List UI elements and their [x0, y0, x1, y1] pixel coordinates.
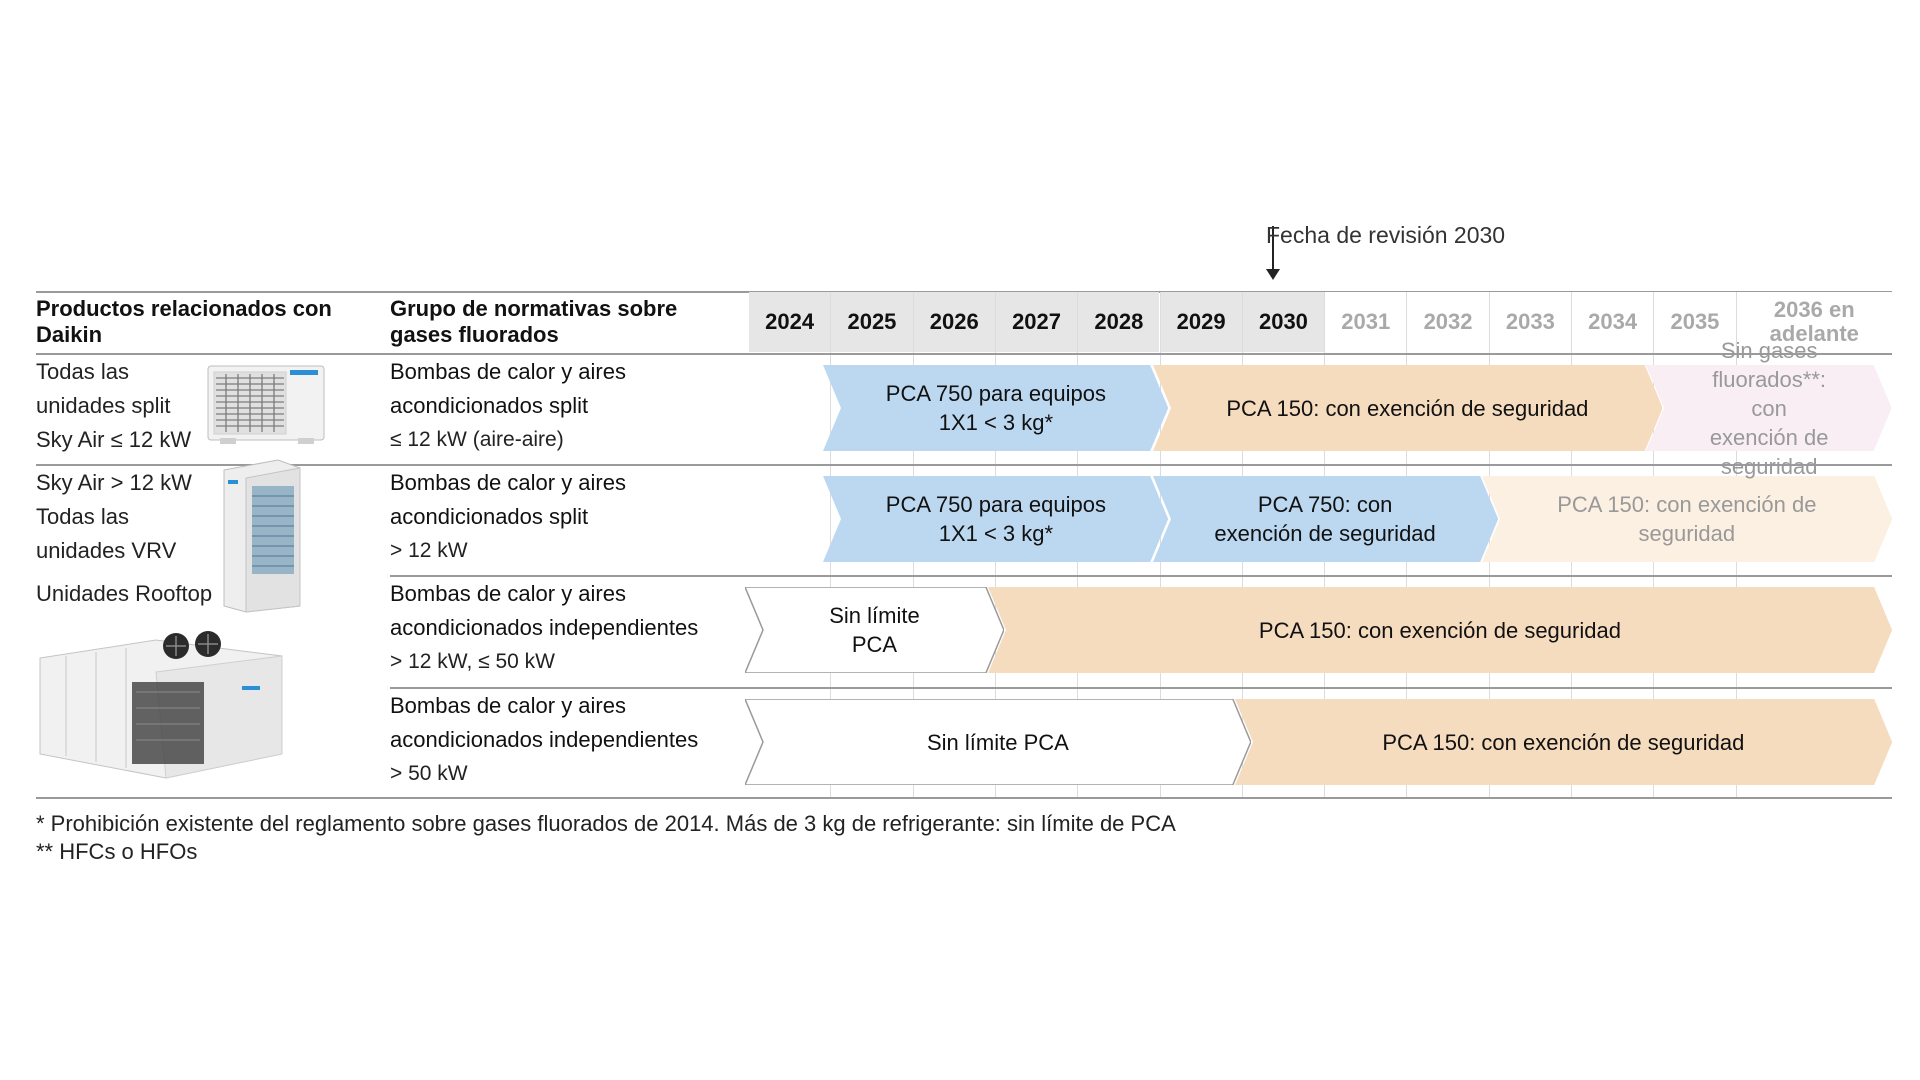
regulation-group-group-line2: acondicionados split — [390, 504, 589, 529]
product-split-small: Todas las unidades split Sky Air ≤ 12 kW — [36, 359, 192, 452]
timeline-bar-label: PCA 750 para equipos 1X1 < 3 kg* — [885, 381, 1106, 435]
timeline-bar-label: PCA 750 para equipos 1X1 < 3 kg* — [885, 492, 1106, 546]
year-2035: 2035 — [1654, 292, 1735, 352]
year-2034: 2034 — [1572, 292, 1653, 352]
year-2028: 2028 — [1078, 292, 1159, 352]
timeline-bar — [1153, 365, 1663, 451]
timeline-bar-label: PCA 150: con exención de seguridad — [1557, 492, 1817, 546]
rooftop-unit-image — [36, 628, 286, 780]
regulation-group-group-line2: acondicionados independientes — [390, 727, 699, 752]
timeline-bar — [1482, 476, 1892, 562]
footnote-2: ** HFCs o HFOs — [36, 839, 198, 864]
timeline-bar — [1646, 337, 1892, 479]
review-date-label: Fecha de revisión 2030 — [1266, 222, 1506, 248]
timeline-bar-label: PCA 150: con exención de seguridad — [1258, 617, 1621, 643]
regulation-group-group-line1: Bombas de calor y aires — [390, 470, 626, 495]
product-rooftop: Unidades Rooftop — [36, 581, 213, 606]
regulation-group-group-sub: > 50 kW — [390, 762, 468, 785]
regulation-group-group-sub: > 12 kW, ≤ 50 kW — [390, 650, 555, 673]
year-2026: 2026 — [914, 292, 995, 352]
regulation-group-group-line1: Bombas de calor y aires — [390, 693, 626, 718]
vrv-outdoor-unit-image — [216, 456, 306, 614]
regulation-group-4 — [390, 689, 698, 791]
year-2032: 2032 — [1407, 292, 1488, 352]
footnote-1: * Prohibición existente del reglamento sobre gases fluorados de 2014. Más de 3 kg de refrigerante: sin límite de PCA — [36, 811, 1176, 836]
product-split-large: Sky Air > 12 kW Todas las unidades VRV — [36, 470, 192, 563]
year-2036-onward: 2036 en adelante — [1737, 292, 1892, 352]
regulation-group-group-sub: ≤ 12 kW (aire-aire) — [390, 428, 564, 451]
row-rule-bottom — [36, 797, 1892, 799]
group-column-header: Grupo de normativas sobre gases fluorados — [390, 296, 678, 347]
split-outdoor-unit-image — [206, 362, 330, 446]
year-2030: 2030 — [1243, 292, 1324, 352]
timeline-bar — [823, 476, 1168, 562]
timeline-bar — [1153, 476, 1498, 562]
year-2024: 2024 — [749, 292, 830, 352]
timeline-bar-label: Sin gases fluorados**: con exención de seguridad — [1709, 337, 1829, 479]
regulation-group-group-line1: Bombas de calor y aires — [390, 359, 626, 384]
timeline-bar-label: PCA 750: con exención de seguridad — [1214, 492, 1436, 546]
year-2033: 2033 — [1490, 292, 1571, 352]
timeline-bar-label: Sin límite PCA — [829, 603, 920, 657]
year-2031: 2031 — [1325, 292, 1406, 352]
timeline-bar — [988, 587, 1892, 673]
regulation-group-group-line2: acondicionados independientes — [390, 615, 699, 640]
timeline-bar — [1235, 699, 1892, 785]
timeline-bar — [745, 587, 1004, 673]
year-2025: 2025 — [831, 292, 912, 352]
timeline-bar — [823, 365, 1168, 451]
year-2027: 2027 — [996, 292, 1077, 352]
year-2029: 2029 — [1161, 292, 1242, 352]
regulation-group-2 — [390, 466, 626, 568]
regulation-group-group-sub: > 12 kW — [390, 539, 468, 562]
timeline-bar-label: PCA 150: con exención de seguridad — [1382, 729, 1745, 755]
regulation-group-1 — [390, 355, 626, 457]
regulation-group-group-line1: Bombas de calor y aires — [390, 581, 626, 606]
regulation-group-group-line2: acondicionados split — [390, 393, 589, 418]
row-rule-2 — [36, 464, 1892, 466]
regulation-group-3 — [390, 577, 698, 679]
timeline-bar-label: PCA 150: con exención de seguridad — [1226, 395, 1589, 421]
row-rule-1 — [36, 353, 1892, 355]
timeline-bar-label: Sin límite PCA — [926, 729, 1069, 755]
products-column-header: Productos relacionados con Daikin — [36, 296, 332, 347]
timeline-bar — [745, 699, 1251, 785]
